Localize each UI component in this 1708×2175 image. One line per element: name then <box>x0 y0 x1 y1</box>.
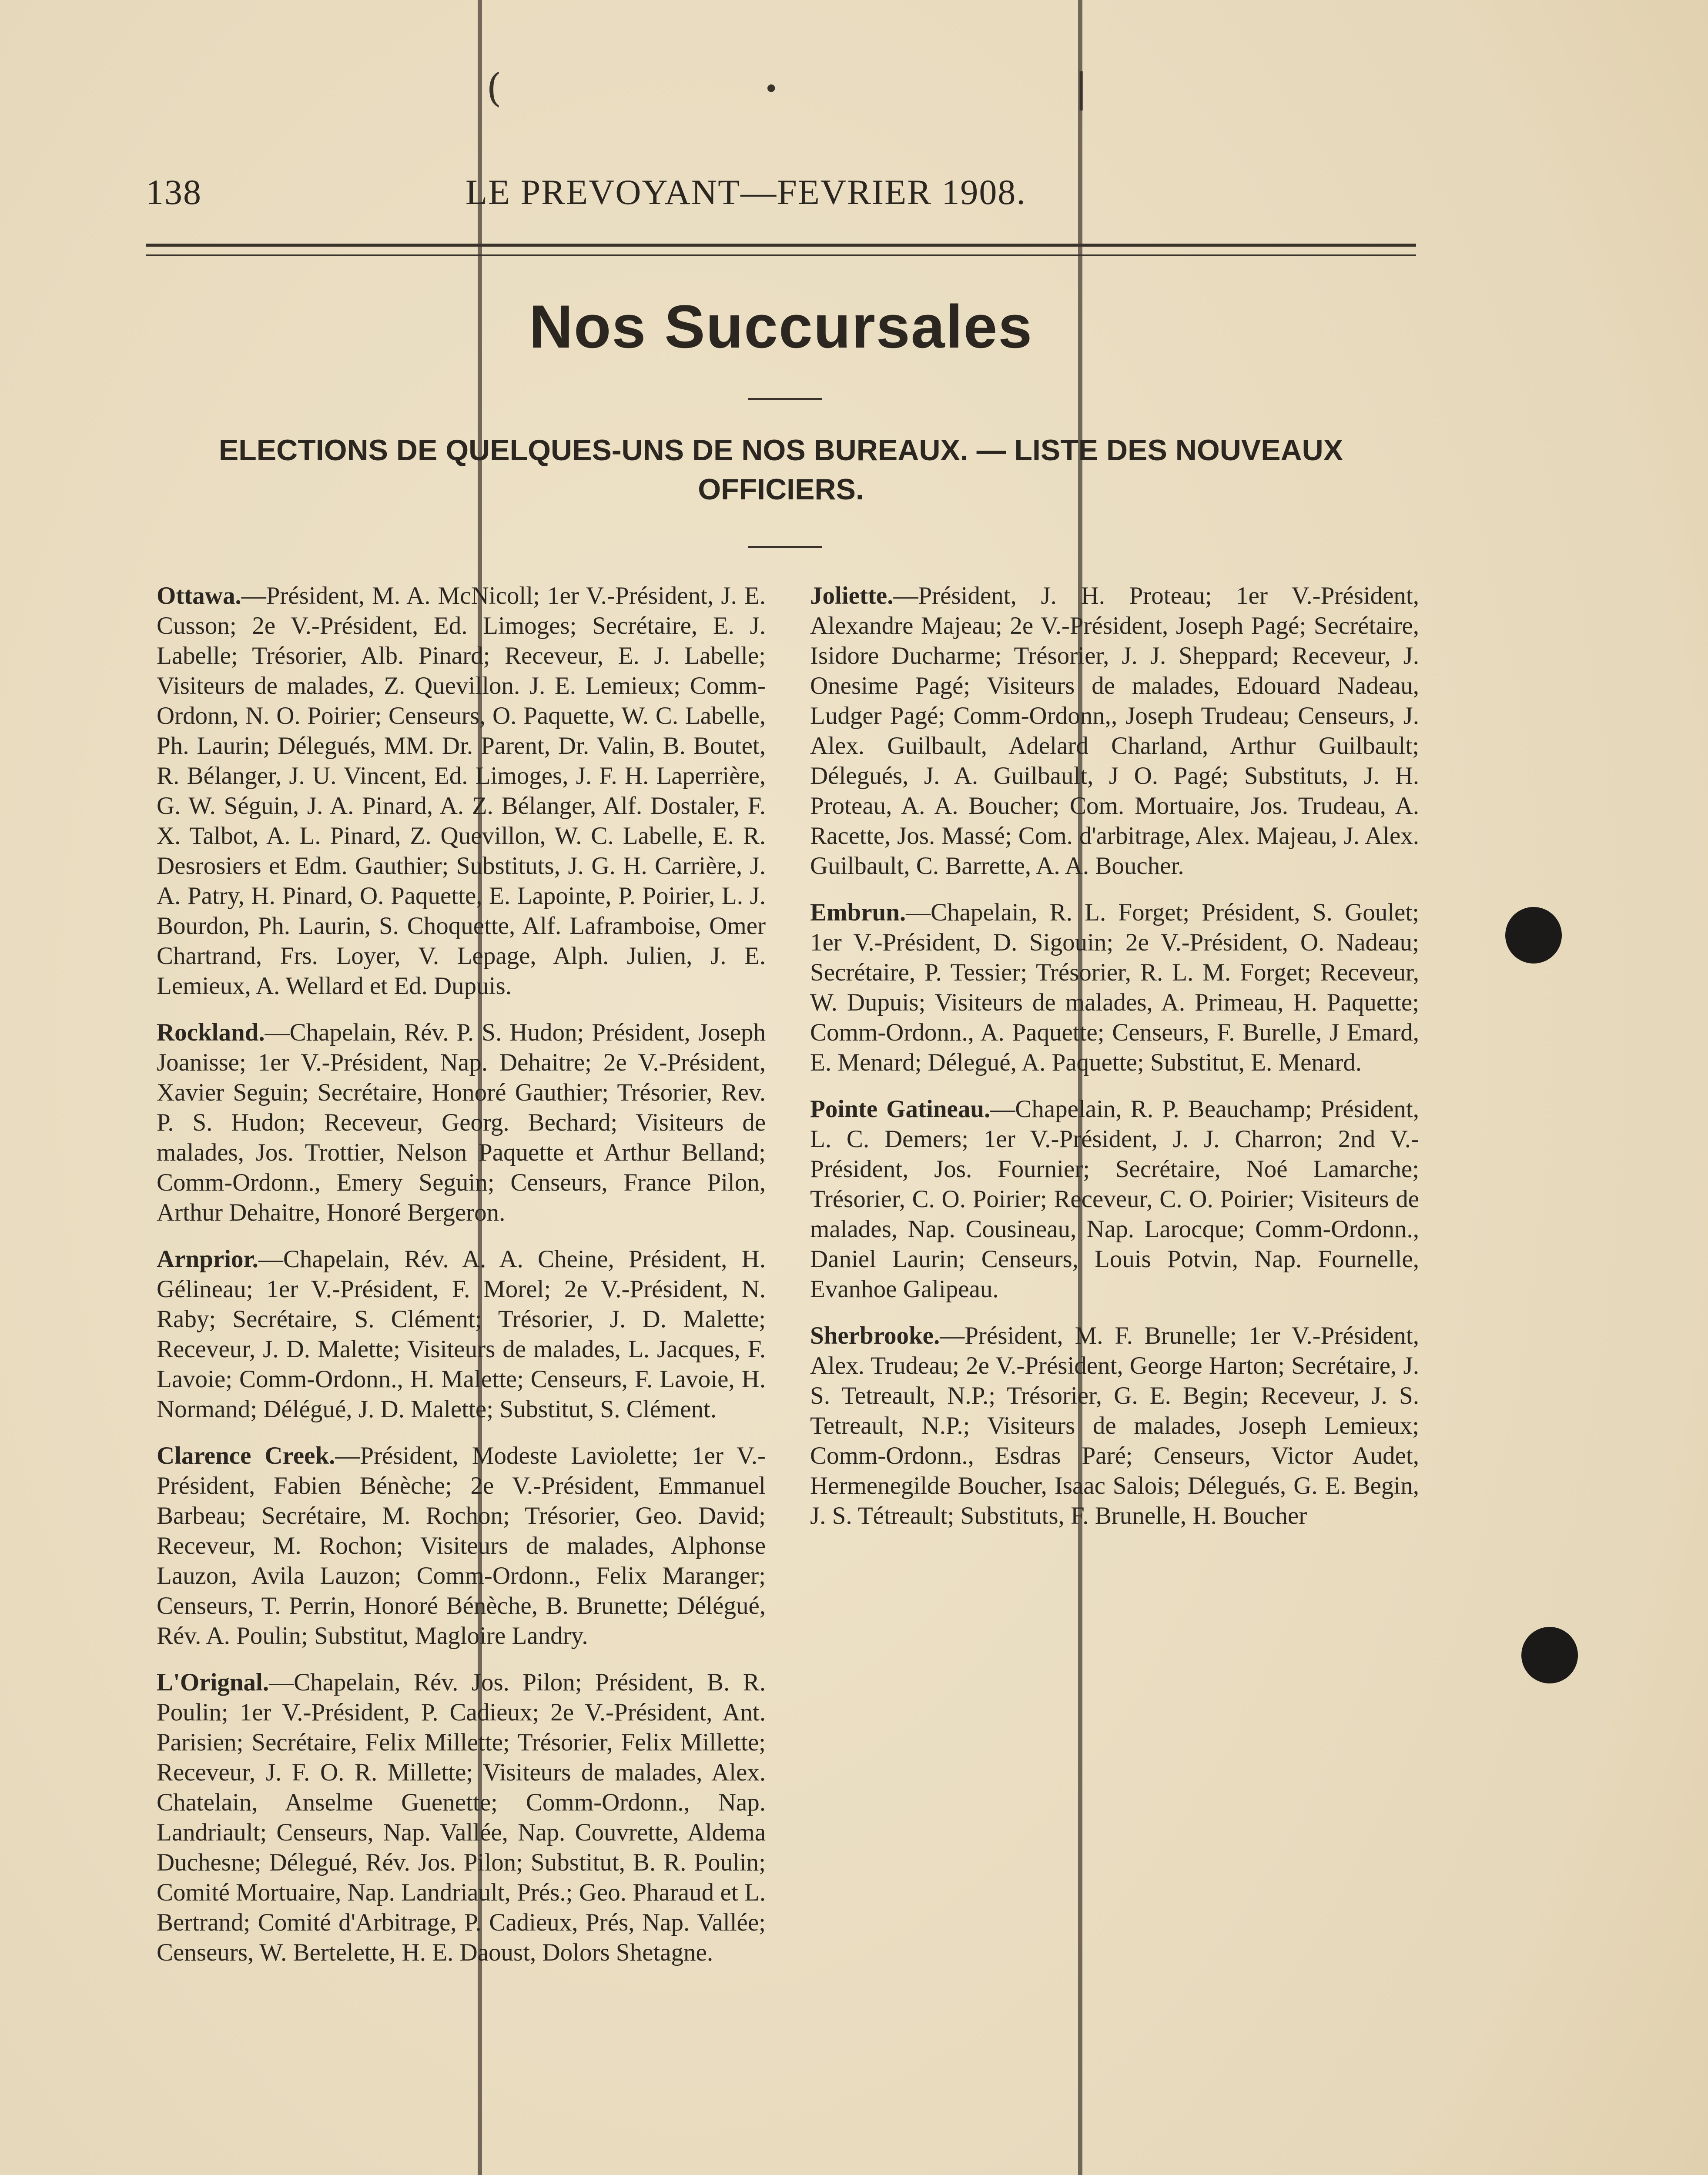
branch-officers: —Président, J. H. Proteau; 1er V.-Président, Alexandre Majeau; 2e V.-Président, Joseph Pagé; Secrétaire, Isidore Ducharme; Trésorier, J. J. Sheppard; Receveur, J. Onesime Pagé; Visiteurs de malades, Edouard Nadeau, Ludger Pagé; Comm-Ordonn,, Joseph Trudeau; Censeurs, J. Alex. Guilbault, Adelard Charland, Arthur Guilbault; Délegués, J. A. Guilbault, J O. Pagé; Substituts, J. H. Proteau, A. A. Boucher; Com. Mortuaire, Jos. Trudeau, A. Racette, Jos. Massé; Com. d'arbitrage, Alex. Majeau, J. Alex. Guilbault, C. Barrette, A. A. Boucher. <box>810 582 1419 880</box>
page-number: 138 <box>146 172 202 212</box>
branch-name: Clarence Creek. <box>157 1442 335 1469</box>
top-mark-dot: • <box>764 74 779 104</box>
branch-name: Embrun. <box>810 899 906 926</box>
branch-officers: —Chapelain, R. L. Forget; Président, S. Goulet; 1er V.-Président, D. Sigouin; 2e V.-Président, O. Nadeau; Secrétaire, P. Tessier; Trésorier, R. L. M. Forget; Receveur, W. Dupuis; Visiteurs de malades, A. Primeau, H. Paquette; Comm-Ordonn., A. Paquette; Censeurs, F. Burelle, J Emard, E. Menard; Délegué, A. Paquette; Substitut, E. Menard. <box>810 899 1419 1076</box>
branch-name: Joliette. <box>810 582 894 609</box>
top-mark-paren: ( <box>486 65 502 111</box>
running-title: LE PREVOYANT—FEVRIER 1908. <box>466 172 1026 212</box>
title-divider <box>748 398 822 400</box>
page-subtitle: ELECTIONS DE QUELQUES-UNS DE NOS BUREAUX. — LISTE DES NOUVEAUX OFFICIERS. <box>218 434 1343 506</box>
branch-entry-arnprior <box>157 1244 766 1424</box>
branch-officers: —Président, Modeste Laviolette; 1er V.-Président, Fabien Bénèche; 2e V.-Président, Emmanuel Barbeau; Secrétaire, M. Rochon; Trésorier, Geo. David; Receveur, M. Rochon; Visiteurs de malades, Alphonse Lauzon, Avila Lauzon; Comm-Ordonn., Felix Maranger; Censeurs, T. Perrin, Honoré Bénèche, B. Brunette; Délégué, Rév. A. Poulin; Substitut, Magloire Landry. <box>157 1442 766 1650</box>
branch-officers: —Chapelain, R. P. Beauchamp; Président, L. C. Demers; 1er V.-Président, J. J. Charron; 2nd V.-Président, Jos. Fournier; Secrétaire, Noé Lamarche; Trésorier, C. O. Poirier; Receveur, C. O. Poirier; Visiteurs de malades, Nap. Cousineau, Nap. Larocque; Comm-Ordonn., Daniel Laurin; Censeurs, Louis Potvin, Nap. Fournelle, Evanhoe Galipeau. <box>810 1095 1419 1303</box>
branch-name: Ottawa. <box>157 582 241 609</box>
branch-officers: —Chapelain, Rév. Jos. Pilon; Président, B. R. Poulin; 1er V.-Président, P. Cadieux; 2e V.-Président, Ant. Parisien; Secrétaire, Felix Millette; Trésorier, Felix Millette; Receveur, J. F. O. R. Millette; Visiteurs de malades, Alex. Chatelain, Anselme Guenette; Comm-Ordonn., Nap. Landriault; Censeurs, Nap. Vallée, Nap. Couvrette, Aldema Duchesne; Délegué, Rév. Jos. Pilon; Substitut, B. R. Poulin; Comité Mortuaire, Nap. Landriault, Prés.; Geo. Pharaud et L. Bertrand; Comité d'Arbitrage, P. Cadieux, Prés, Nap. Vallée; Censeurs, W. Bertelette, H. E. Daoust, Dolors Shetagne. <box>157 1669 766 1966</box>
branch-officers: —Chapelain, Rév. A. A. Cheine, Président, H. Gélineau; 1er V.-Président, F. Morel; 2e V.-Président, N. Raby; Secrétaire, S. Clément; Trésorier, J. D. Malette; Receveur, J. D. Malette; Visiteurs de malades, L. Jacques, F. Lavoie; Comm-Ordonn., H. Malette; Censeurs, F. Lavoie, H. Normand; Délégué, J. D. Malette; Substitut, S. Clément. <box>157 1245 766 1423</box>
branch-officers: —Chapelain, Rév. P. S. Hudon; Président, Joseph Joanisse; 1er V.-Président, Nap. Dehaitre; 2e V.-Président, Xavier Seguin; Secrétaire, Honoré Gauthier; Trésorier, Rev. P. S. Hudon; Receveur, Georg. Bechard; Visiteurs de malades, Jos. Trottier, Nelson Paquette et Arthur Belland; Comm-Ordonn., Emery Seguin; Censeurs, France Pilon, Arthur Dehaitre, Honoré Bergeron. <box>157 1019 766 1226</box>
branch-name: Sherbrooke. <box>810 1322 940 1349</box>
branch-name: Arnprior. <box>157 1245 258 1273</box>
branch-entry-lorignal <box>157 1667 766 1968</box>
branch-entry-rockland <box>157 1017 766 1228</box>
text-column-left <box>157 581 766 1984</box>
page-title: Nos Succursales <box>529 292 1033 361</box>
branch-officers: —Président, M. F. Brunelle; 1er V.-Président, Alex. Trudeau; 2e V.-Président, George Harton; Secrétaire, J. S. Tetreault, N.P.; Trésorier, G. E. Begin; Receveur, J. S. Tetreault, N.P.; Visiteurs de malades, Joseph Lemieux; Comm-Ordonn., Esdras Paré; Censeurs, Victor Audet, Hermenegilde Boucher, Isaac Salois; Délegués, G. E. Begin, J. S. Tétreault; Substituts, F. Brunelle, H. Boucher <box>810 1322 1419 1529</box>
top-mark-bar: | <box>1075 65 1088 111</box>
branch-entry-joliette <box>810 581 1419 881</box>
branch-entry-pointe-gatineau <box>810 1094 1419 1304</box>
branch-officers: —Président, M. A. McNicoll; 1er V.-Président, J. E. Cusson; 2e V.-Président, Ed. Limoges; Secrétaire, E. J. Labelle; Trésorier, Alb. Pinard; Receveur, E. J. Labelle; Visiteurs de malades, Z. Quevillon. J. E. Lemieux; Comm-Ordonn, N. O. Poirier; Censeurs, O. Paquette, W. C. Labelle, Ph. Laurin; Délegués, MM. Dr. Parent, Dr. Valin, B. Boutet, R. Bélanger, J. U. Vincent, Ed. Limoges, J. F. H. Laperrière, G. W. Séguin, J. A. Pinard, A. Z. Bélanger, Alf. Dostaler, F. X. Talbot, A. L. Pinard, Z. Quevillon, W. C. Labelle, E. R. Desrosiers et Edm. Gauthier; Substituts, J. G. H. Carrière, J. A. Patry, H. Pinard, O. Paquette, E. Lapointe, P. Poirier, L. J. Bourdon, Ph. Laurin, S. Choquette, Alf. Laframboise, Omer Chartrand, Frs. Loyer, V. Lepage, Alph. Julien, J. E. Lemieux, A. Wellard et Ed. Dupuis. <box>157 582 766 1000</box>
branch-entry-ottawa <box>157 581 766 1001</box>
subtitle-divider <box>748 546 822 548</box>
punch-hole-lower <box>1521 1627 1578 1683</box>
header-rule-thin <box>146 254 1416 256</box>
running-header <box>146 172 1416 220</box>
header-rule-thick <box>146 244 1416 247</box>
branch-entry-clarence-creek <box>157 1441 766 1651</box>
branch-entry-embrun <box>810 897 1419 1077</box>
branch-name: Pointe Gatineau. <box>810 1095 991 1123</box>
branch-name: Rockland. <box>157 1019 265 1046</box>
branch-entry-sherbrooke <box>810 1321 1419 1531</box>
text-column-right <box>810 581 1419 1547</box>
punch-hole-upper <box>1505 907 1562 964</box>
branch-name: L'Orignal. <box>157 1669 269 1696</box>
